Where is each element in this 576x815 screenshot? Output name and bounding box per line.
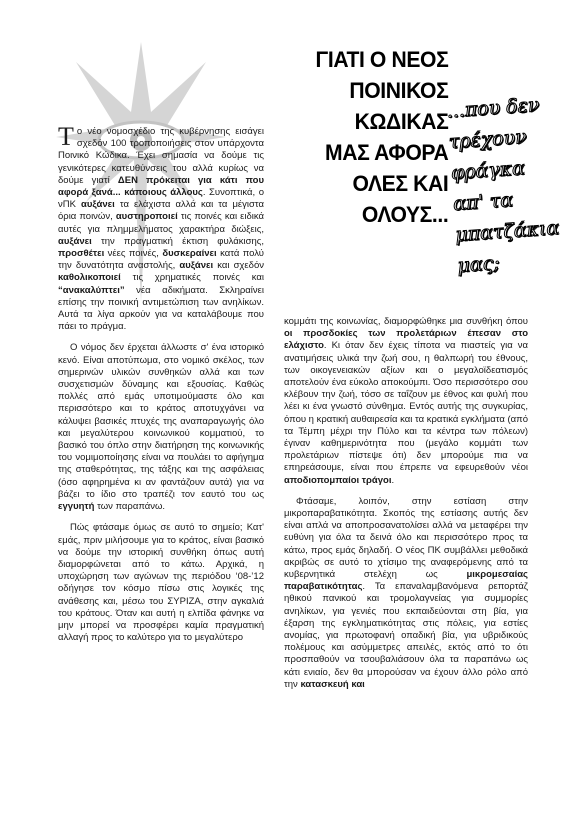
- text-run: τα ελάχιστα αλλά και τα μέγιστα όρια ποινών,: [58, 199, 264, 223]
- paragraph: [58, 342, 264, 513]
- paragraph: [58, 522, 264, 644]
- headline-line: ΜΑΣ ΑΦΟΡΑ: [324, 140, 448, 165]
- side-caption-line: μας;: [456, 252, 501, 277]
- bold-text: αυξάνει: [81, 199, 115, 211]
- bold-text: καθολικοποιεί: [58, 272, 121, 284]
- paragraph: [284, 496, 528, 691]
- paragraph: [284, 316, 528, 487]
- text-run: των παραπάνω.: [94, 501, 166, 513]
- headline-line: ΠΟΙΝΙΚΟΣ: [349, 78, 448, 103]
- bold-text: ΔΕΝ πρόκειται για κάτι που αφορά ξανά... κάποιους άλλους: [58, 174, 264, 199]
- text-run: ο νέο νομοσχέδιο της κυβέρνησης εισάγει σχεδόν 100 τροποποιήσεις στον υπάρχοντα Ποινικό Κώδικα. Έχει σημασία να δούμε τις γενικότερες κατευθύνσεις του αλλά κυρίως να δούμε γιατί: [58, 126, 264, 186]
- bold-text: κατασκευή και: [300, 678, 365, 690]
- text-run: την πραγματική έκτιση φυλάκισης,: [91, 235, 264, 247]
- headline-line: ΚΩΔΙΚΑΣ: [354, 109, 448, 134]
- bold-text: αυστηροποιεί: [115, 211, 178, 223]
- bold-text: αυξάνει: [58, 235, 92, 247]
- text-run: .: [391, 474, 395, 486]
- side-caption-line: μπατζάκια: [454, 216, 560, 247]
- headline: [315, 44, 448, 230]
- bold-text: εγγυητή: [58, 501, 95, 513]
- drop-cap: Τ: [58, 122, 74, 151]
- bold-text: αποδιοπομπαίοι τράγοι: [284, 474, 392, 486]
- bold-text: δυσκεραίνει: [162, 248, 217, 260]
- text-run: . Κι όταν δεν έχεις τίποτα να πιαστείς για να ανατιμήσεις υλικά την ζωή σου, η θαλπωρή του έθνους, των οικογενειακών αξίων και ο μεγαλοϊδεατισμός αποτελούν ένα εύκολο αποκούμπι. Όσο περισσότερο σου κλέβουν την ζωή, τόσο σε ταΐζουν με έθνος και φυλή που λέει κι ένα γνωστό σύνθημα. Εντός αυτής της συγκυρίας, όπου η κρατική αυθαιρεσία και τα κρατικά εγκλήματα (από τα Τέμπη μέχρι την Πύλο και τα κέντρα των πόλεων) έγιναν καθημερινότητα που (μεγάλο κομμάτι των προλετάριων πίστεψε ότι) δεν μπορούμε πια να επηρεάσουμε, είναι που έπρεπε να εφευρεθούν νέοι: [284, 340, 528, 474]
- bold-text: “ανακαλύπτει”: [58, 284, 125, 296]
- text-run: τις ποινές και ειδικά αυτές για πλημμελήματος χαρακτήρα διώξεις,: [58, 211, 264, 235]
- text-run: κομμάτι της κοινωνίας, διαμορφώθηκε μια συνθήκη όπου: [284, 316, 528, 327]
- side-caption-line: απ' τα: [452, 188, 514, 216]
- headline-line: ΓΙΑΤΙ Ο ΝΕΟΣ: [315, 47, 448, 72]
- bold-text: οι προσδοκίες των προλετάριων έπεσαν στο ελάχιστο: [284, 328, 528, 352]
- left-column: [58, 122, 264, 653]
- side-caption-line: τρέχουν: [448, 125, 528, 154]
- text-run: . Τα επαναλαμβανόμενα ρεπορτάζ ηθικού πανικού και τρομολαγνείας για συμμορίες ανηλίκων, για γενιές που εκπαιδεύονται στη βία, για έξαρση της εγκληματικότητας στις πόλεις, για εστίες ανομίας, για πρωτοφανή οπαδική βία, για υβριδικούς πολέμους και ασύμμετρες απειλές, εκτός από το ότι προσπαθούν να τσουβαλιάσουν όλα τα παραπάνω ως κάτι ενιαίο, δεν θα μπορούσαν να έχουν άλλο ρόλο από την: [284, 581, 528, 690]
- text-run: Ο νόμος δεν έρχεται άλλωστε σ' ένα ιστορικό κενό. Είναι αποτύπωμα, στο νομικό σκέλος, των σημερινών υλικών συνθηκών αλλά και των συσχετισμών δύναμης και εξουσίας. Καθώς πολλές από εμάς υποτιμούμαστε όλο και περισσότερο και το κράτος αποτυχγάνει να κάλυψει βασικές πτυχές της αναπαραγωγής όλο και μεγαλύτερου κοινωνικού κομματιού, το βασικό του όπλο στην διατήρηση της κοινωνικής του νομιμοποίησης είναι να πουλάει το αφήγημα της σταθερότητας, της τάξης και της ασφάλειας (όσο αφηρημένα κι αν φαντάζουν αυτά) για να βάζει το ίδιο στο τραπέζι τον εαυτό του ως: [58, 342, 264, 500]
- text-run: νέες ποινές,: [104, 248, 163, 260]
- text-run: Φτάσαμε, λοιπόν, στην εστίαση στην μικροπαραβατικότητα. Σκοπός της εστίασης αυτής δεν είναι απλά να αποπροσανατολίσει αλλά να μεταφέρει την ευθύνη για όλα τα δεινά όλο και περισσότερο προς τα κάτω, προς εμάς δηλαδή. Ο νέος ΠΚ συμβάλλει μεθοδικά ακριβώς σε αυτό το χτίσιμο της αναφερόμενης από τα κυβερνητικά στελέχη ως: [284, 495, 528, 581]
- headline-line: ΟΛΕΣ ΚΑΙ: [352, 171, 448, 196]
- bold-text: μικρομεσαίας παραβατικότητας: [284, 569, 528, 593]
- text-run: νέα αδικήματα. Σκληραίνει επίσης την ποινική αντιμετώπιση των ανηλίκων. Αυτά τα λίγα αρκούν για να καταλάβουμε που πάει το πράγμα.: [58, 284, 264, 333]
- side-caption-line: φράγκα: [450, 157, 526, 185]
- paragraph: [58, 122, 264, 333]
- bold-text: προσθέτει: [58, 248, 105, 260]
- text-run: κατά πολύ την δυνατότητα αναστολής,: [58, 248, 264, 272]
- side-caption-line: ...που δεν: [445, 93, 541, 123]
- text-run: Πώς φτάσαμε όμως σε αυτό το σημείο; Κατ' εμάς, πριν μιλήσουμε για το κράτος, είναι βασικό να δούμε την ιστορική συνθήκη όπως αυτή διαμορφώνεται από το κάτω. Αρχικά, η υποχώρηση των αγώνων της περιόδου ‘08-’12 οδήγησε τον κόσμο πίσω στις λογικές της ανάθεσης και, μέσω του ΣΥΡΙΖΑ, στην αγκαλιά του κράτους. Όταν και αυτή η ελπίδα φάνηκε να μην μπορεί να προσφέρει καμία πραγματική αλλαγή προς το καλύτερο για το μεγαλύτερο: [58, 522, 264, 644]
- text-run: . Συνοπτικά, ο νΠΚ: [58, 187, 264, 211]
- text-run: και σχεδόν: [213, 260, 264, 272]
- bold-text: αυξάνει: [179, 260, 214, 272]
- text-run: τις χρηματικές ποινές και: [120, 272, 264, 284]
- side-caption: [446, 88, 576, 282]
- headline-line: ΟΛΟΥΣ...: [361, 202, 448, 227]
- right-column: [284, 316, 528, 700]
